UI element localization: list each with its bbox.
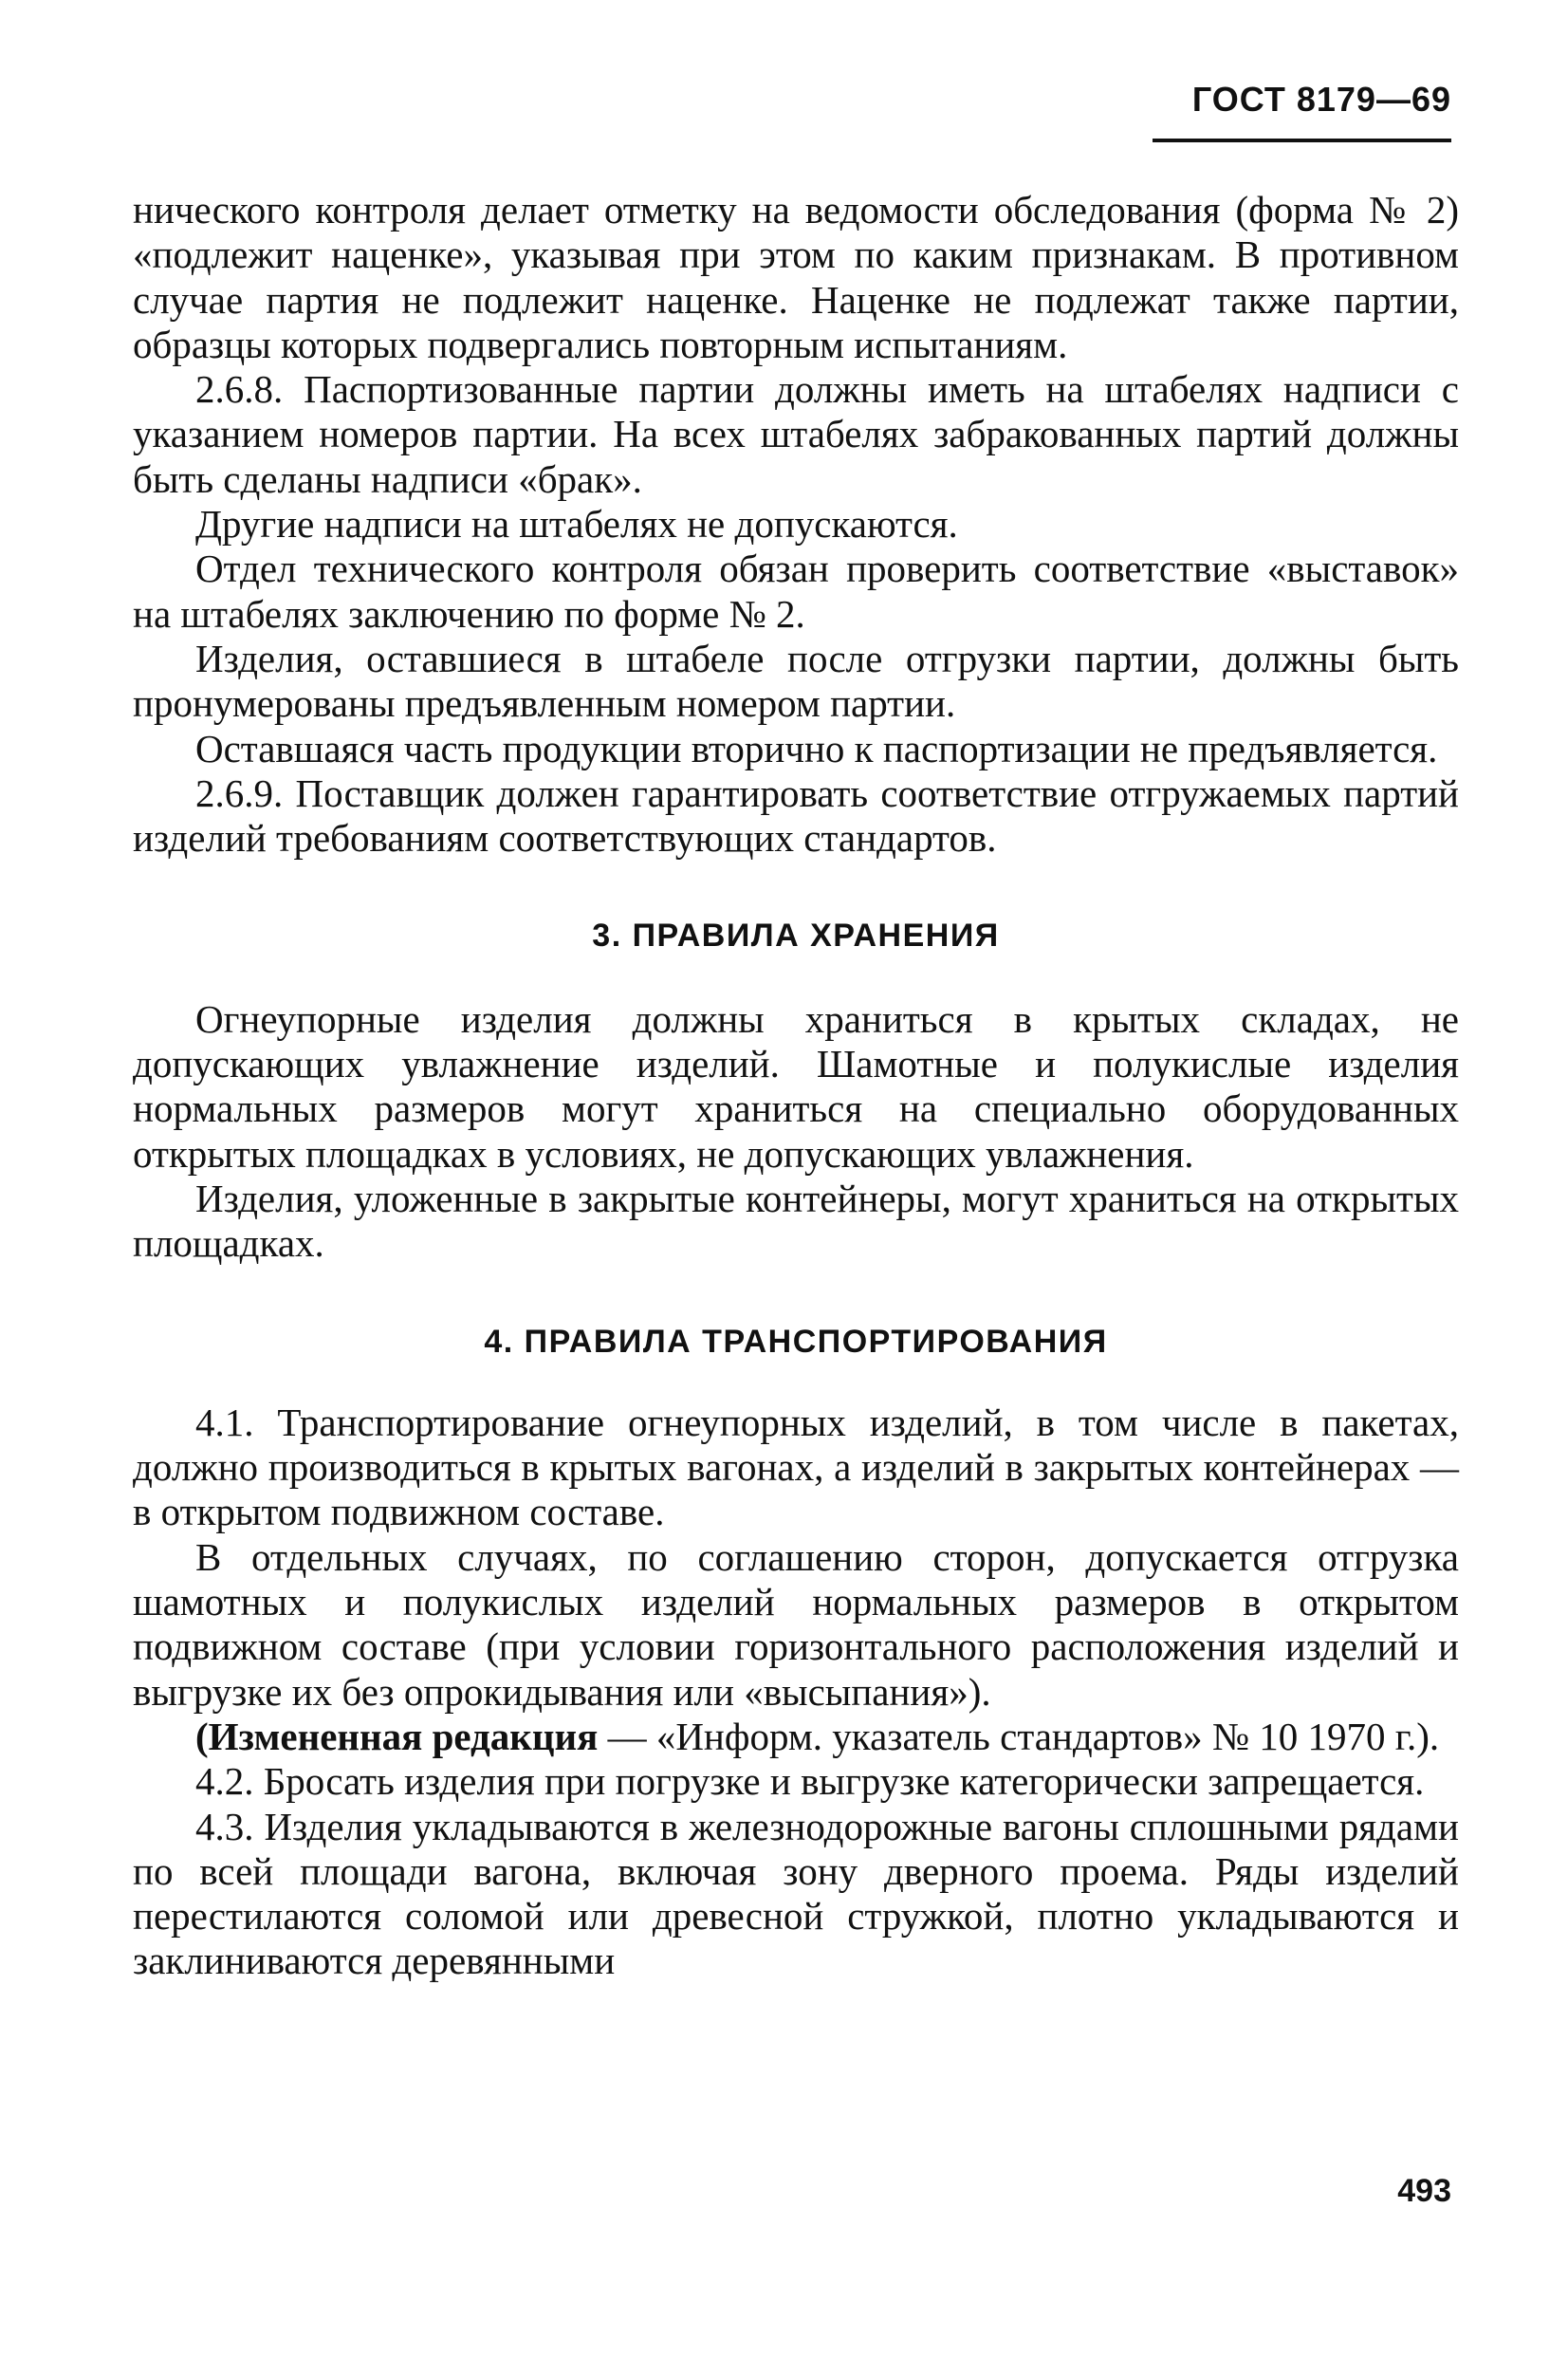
header-rule [1153,139,1451,142]
paragraph-2-6-8: 2.6.8. Паспортизованные партии должны иметь на штабелях надписи с указанием номеров партии. На всех штабелях забракованных партий должны быть сделаны надписи «брак». [133,367,1459,501]
paragraph-remaining-items: Изделия, оставшиеся в штабеле после отгрузки партии, должны быть пронумерованы предъявленным номером партии. [133,636,1459,726]
paragraph-4-1: 4.1. Транспортирование огнеупорных изделий, в том числе в пакетах, должно производиться в крытых вагонах, а изделий в закрытых контейнерах — в открытом подвижном составе. [133,1400,1459,1534]
paragraph-remaining-part: Оставшаяся часть продукции вторично к паспортизации не предъявляется. [195,726,1438,770]
paragraph-2-6-9: 2.6.9. Поставщик должен гарантировать соответствие отгружаемых партий изделий требованиям соответствующих стандартов. [133,770,1459,861]
section-heading-storage: 3. ПРАВИЛА ХРАНЕНИЯ [592,918,1000,955]
paragraph-4-2: 4.2. Бросать изделия при погрузке и выгрузке категорически запрещается. [195,1759,1425,1804]
standard-header: ГОСТ 8179—69 [1191,80,1451,119]
paragraph-4-3: 4.3. Изделия укладываются в железнодорожные вагоны сплошными рядами по всей площади вагона, включая зону дверного проема. Ряды изделий перестилаются соломой или древесной стружкой, плотно укладываются и заклиниваются деревянными [133,1804,1459,1983]
paragraph-storage-rules: Огнеупорные изделия должны храниться в крытых складах, не допускающих увлажнение изделий. Шамотные и полукислые изделия нормальных размеров могут храниться на специально оборудованных открытых площадках в условиях, не допускающих увлажнения. [133,996,1459,1176]
amendment-label: (Измененная редакция [195,1714,599,1758]
page-number: 493 [1397,2173,1451,2209]
paragraph-containers: Изделия, уложенные в закрытые контейнеры, могут храниться на открытых площадках. [133,1176,1459,1266]
section-heading-transport: 4. ПРАВИЛА ТРАНСПОРТИРОВАНИЯ [484,1323,1108,1360]
paragraph-amendment-note [133,1715,1459,1759]
paragraph-continuation: нического контроля делает отметку на ведомости обследования (форма № 2) «подлежит наценке», указывая при этом по каким признакам. В противном случае партия не подлежит наценке. Наценке не подлежат также партии, образцы которых подвергались повторным испытаниям. [133,188,1459,366]
body-text [133,188,1459,1984]
paragraph-otk-check: Отдел технического контроля обязан проверить соответствие «выставок» на штабелях заключению по форме № 2. [133,547,1459,636]
paragraph-special-cases: В отдельных случаях, по соглашению сторон, допускается отгрузка шамотных и полукислых изделий нормальных размеров в открытом подвижном составе (при условии горизонтального расположения изделий и выгрузке их без опрокидывания или «высыпания»). [133,1534,1459,1714]
paragraph-other-inscriptions: Другие надписи на штабелях не допускаются. [195,502,958,547]
amendment-reference: — «Информ. указатель стандартов» № 10 1970 г.). [598,1714,1440,1758]
